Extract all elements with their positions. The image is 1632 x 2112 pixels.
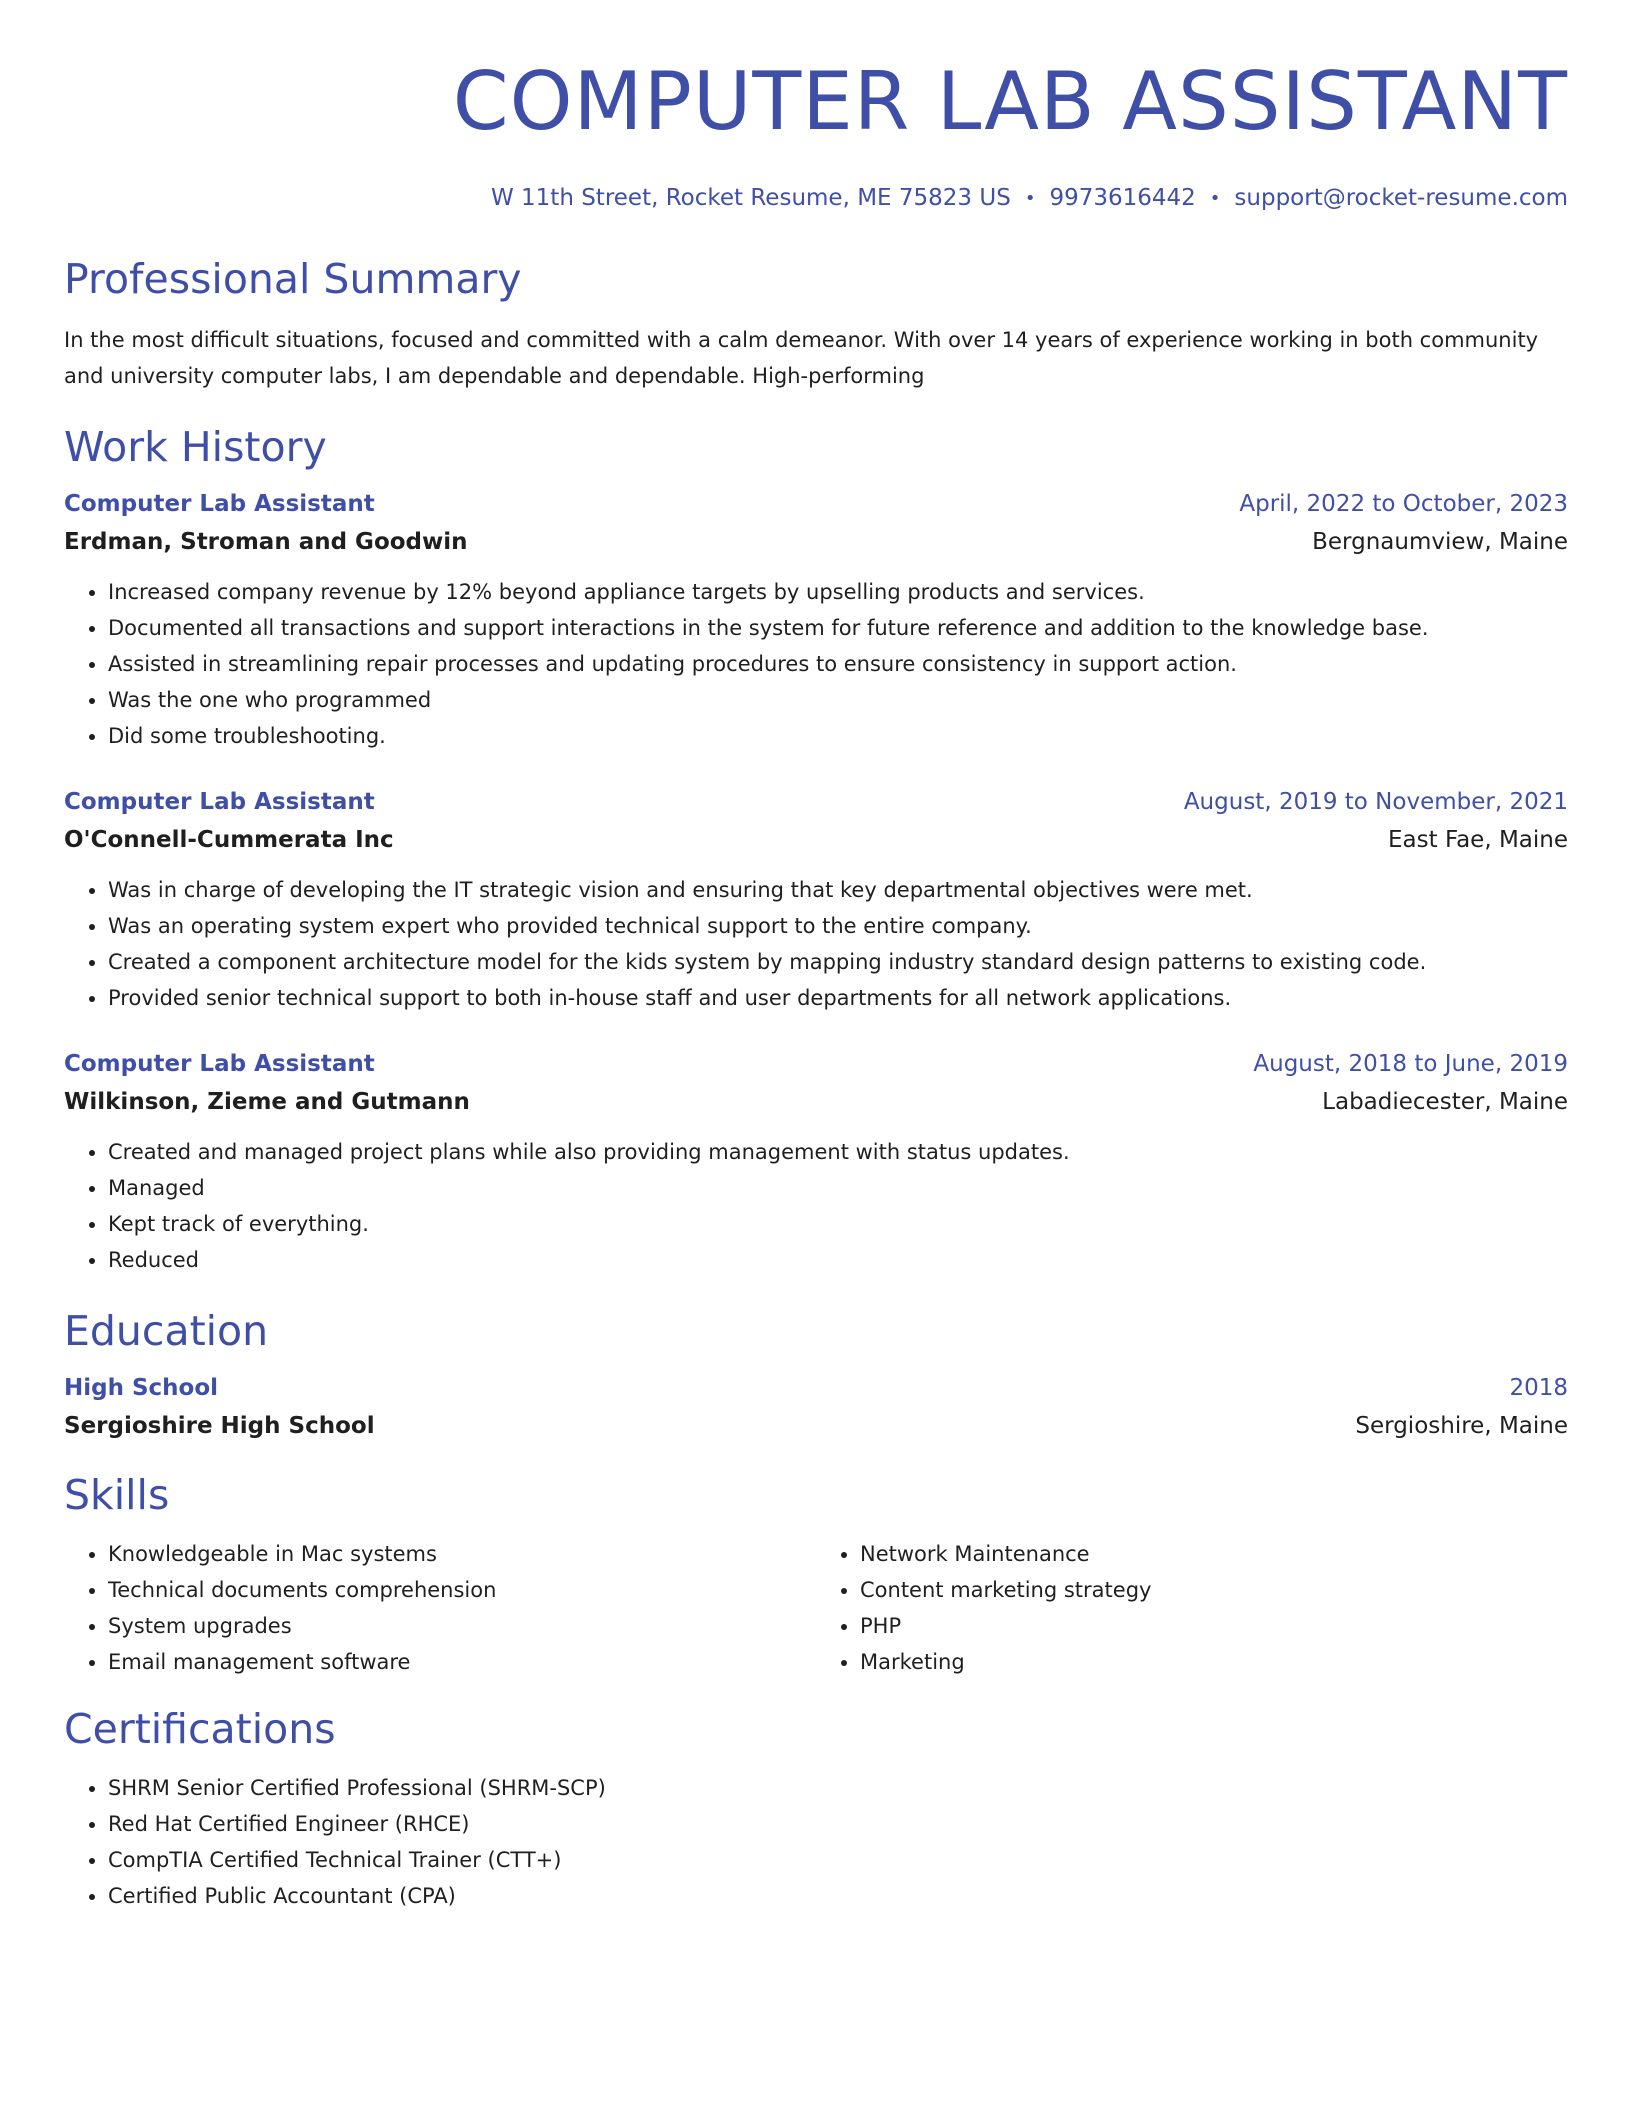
job-bullet: • Increased company revenue by 12% beyond appliance targets by upselling products and services.	[108, 574, 1568, 610]
summary-text: In the most difficult situations, focused and committed with a calm demeanor. With over 14 years of experience working in both community and university computer labs, I am dependable and dependable. High-performing	[64, 327, 1539, 388]
skill-item: • Knowledgeable in Mac systems	[108, 1536, 816, 1572]
education-school-row	[64, 1406, 1568, 1446]
applicant-title: COMPUTER LAB ASSISTANT	[452, 55, 1568, 148]
skills-section	[64, 1470, 1568, 1680]
education-heading: Education	[64, 1306, 269, 1355]
job-dates: April, 2022 to October, 2023	[1239, 490, 1568, 517]
job-company-row	[64, 820, 1568, 860]
job-bullets	[64, 872, 1568, 1016]
job-bullet: • Did some troubleshooting.	[108, 718, 1568, 754]
education-degree-row	[64, 1370, 1568, 1406]
work-history-section	[64, 422, 1568, 1278]
summary-section	[64, 254, 1568, 394]
certification-item: • Red Hat Certified Engineer (RHCE)	[108, 1806, 1568, 1842]
job-bullet: • Was the one who programmed	[108, 682, 1568, 718]
education-degree: High School	[64, 1374, 219, 1401]
job-bullet: • Created and managed project plans while also providing management with status updates.	[108, 1134, 1568, 1170]
job-dates: August, 2019 to November, 2021	[1183, 788, 1568, 815]
contact-email[interactable]: support@rocket-resume.com	[1234, 185, 1568, 211]
job-bullets	[64, 574, 1568, 754]
education-year: 2018	[1509, 1374, 1568, 1401]
job-bullet: • Reduced	[108, 1242, 1568, 1278]
certifications-section	[64, 1704, 1568, 1914]
job-role: Computer Lab Assistant	[64, 490, 375, 517]
skill-item: • Marketing	[860, 1644, 1568, 1680]
certifications-heading: Certifications	[64, 1704, 336, 1753]
certification-item: • SHRM Senior Certified Professional (SHRM-SCP)	[108, 1770, 1568, 1806]
job-role: Computer Lab Assistant	[64, 1050, 375, 1077]
job-entry	[64, 784, 1568, 1016]
skill-item: • Email management software	[108, 1644, 816, 1680]
job-company-row	[64, 1082, 1568, 1122]
summary-heading: Professional Summary	[64, 254, 522, 303]
job-role-row	[64, 486, 1568, 522]
skill-item: • Network Maintenance	[860, 1536, 1568, 1572]
job-bullet: • Was in charge of developing the IT strategic vision and ensuring that key departmental objectives were met.	[108, 872, 1568, 908]
education-entry	[64, 1370, 1568, 1446]
skills-list-left	[64, 1536, 816, 1680]
job-entry	[64, 486, 1568, 754]
contact-address: W 11th Street, Rocket Resume, ME 75823 US	[490, 185, 1011, 211]
education-section	[64, 1306, 1568, 1446]
job-bullet: • Created a component architecture model for the kids system by mapping industry standard design patterns to existing code.	[108, 944, 1568, 980]
certification-item: • Certified Public Accountant (CPA)	[108, 1878, 1568, 1914]
skill-item: • Technical documents comprehension	[108, 1572, 816, 1608]
job-bullet: • Documented all transactions and support interactions in the system for future reference and addition to the knowledge base.	[108, 610, 1568, 646]
job-company: O'Connell-Cummerata Inc	[64, 826, 394, 853]
resume-header	[64, 0, 1568, 214]
job-role-row	[64, 784, 1568, 820]
job-entry	[64, 1046, 1568, 1278]
job-bullet: • Was an operating system expert who provided technical support to the entire company.	[108, 908, 1568, 944]
job-bullet: • Provided senior technical support to both in-house staff and user departments for all network applications.	[108, 980, 1568, 1016]
education-school: Sergioshire High School	[64, 1412, 375, 1439]
certifications-list	[64, 1770, 1568, 1914]
skills-heading: Skills	[64, 1470, 170, 1519]
job-company: Erdman, Stroman and Goodwin	[64, 528, 468, 555]
job-location: Bergnaumview, Maine	[1312, 528, 1568, 555]
job-bullet: • Assisted in streamlining repair processes and updating procedures to ensure consistency in support action.	[108, 646, 1568, 682]
job-company: Wilkinson, Zieme and Gutmann	[64, 1088, 470, 1115]
contact-line	[64, 183, 1568, 214]
skill-item: • PHP	[860, 1608, 1568, 1644]
skill-item: • Content marketing strategy	[860, 1572, 1568, 1608]
job-dates: August, 2018 to June, 2019	[1253, 1050, 1568, 1077]
skills-grid	[64, 1536, 1568, 1680]
job-location: East Fae, Maine	[1388, 826, 1568, 853]
work-history-heading: Work History	[64, 422, 327, 471]
contact-separator: •	[1209, 187, 1221, 209]
education-location: Sergioshire, Maine	[1355, 1412, 1568, 1439]
certification-item: • CompTIA Certified Technical Trainer (CTT+)	[108, 1842, 1568, 1878]
job-bullet: • Kept track of everything.	[108, 1206, 1568, 1242]
job-bullets	[64, 1134, 1568, 1278]
job-role: Computer Lab Assistant	[64, 788, 375, 815]
job-company-row	[64, 522, 1568, 562]
job-role-row	[64, 1046, 1568, 1082]
job-bullet: • Managed	[108, 1170, 1568, 1206]
skills-list-right	[816, 1536, 1568, 1680]
contact-separator: •	[1024, 187, 1036, 209]
contact-phone: 9973616442	[1049, 185, 1196, 211]
job-location: Labadiecester, Maine	[1322, 1088, 1568, 1115]
skill-item: • System upgrades	[108, 1608, 816, 1644]
